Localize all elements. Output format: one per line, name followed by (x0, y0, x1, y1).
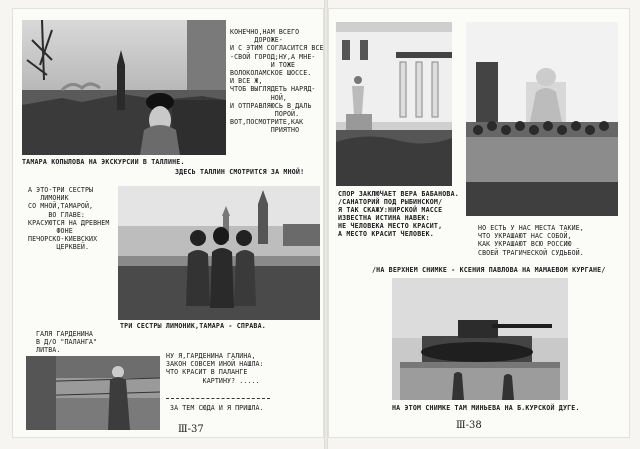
photo-tallinn (22, 20, 226, 155)
page-number-right: Ⅲ-38 (456, 420, 482, 431)
galya-end: ЗА ТЕМ СЮДА И Я ПРИШЛА. (170, 404, 264, 412)
poem-top: КОНЕЧНО,НАМ ВСЕГО ДОРОЖЕ- И С ЭТИМ СОГЛАСИТСЯ ВСЕ -СВОЙ ГОРОД;НУ,А МНЕ- И ТОЖЕ ВОЛОКОЛАМСКОЕ ШОССЕ. И ВСЕ Ж, ЧТОБ ВЫГЛЯДЕТЬ НАРЯД- НОЙ, И ОТПРАВЛЯЮСЬ В ДАЛЬ ПОРОЙ. ВОТ,ПОСМОТРИТЕ,КАК ПРИЯТНО (230, 28, 324, 135)
photo-galya (26, 356, 160, 430)
galya-poem: НУ Я,ГАРДЕНИНА ГАЛИНА, ЗАКОН СОВСЕМ ИНОЙ НАШЛА: ЧТО КРАСИТ В ПАЛАНГЕ КАРТИНУ? ..... (166, 352, 264, 385)
sisters-text: А ЭТО-ТРИ СЕСТРЫ ЛИМОНИК СО МНОЙ,ТАМАРОЙ, ВО ГЛАВЕ: КРАСУЮТСЯ НА ДРЕВНЕМ ФОНЕ ПЕЧОРСКО-КИЕВСКИХ ЦЕРКВЕЙ. (28, 186, 110, 252)
page-number-left: Ⅲ-37 (178, 424, 204, 435)
photo-three-sisters (118, 186, 320, 320)
page-fold (324, 0, 328, 449)
group-text: НО ЕСТЬ У НАС МЕСТА ТАКИЕ, ЧТО УКРАШАЮТ НАС СОБОЙ, КАК УКРАШАЮТ ВСЮ РОССИЮ СВОЕЙ ТРАГИЧЕСКОЙ СУДЬБОЙ. (478, 224, 584, 257)
caption-tank: НА ЭТОМ СНИМКЕ ТАМ МИНЬЕВА НА Б.КУРСКОЙ ДУГЕ. (392, 404, 580, 412)
caption-mamaev: /НА ВЕРХНЕМ СНИМКЕ - КСЕНИЯ ПАВЛОВА НА МАМАЕВОМ КУРГАНЕ/ (372, 266, 606, 274)
photo-mamaev-group (466, 22, 618, 216)
caption-tallinn-2: ЗДЕСЬ ТАЛЛИН СМОТРИТСЯ ЗА МНОЙ! (175, 168, 305, 176)
photo-tank (392, 278, 568, 400)
caption-tallinn: ТАМАРА КОПЫЛОВА НА ЭКСКУРСИИ В ТАЛЛИНЕ. (22, 158, 185, 166)
photo-sanatorium (336, 22, 452, 186)
galya-divider (166, 398, 270, 399)
galya-caption: ГАЛЯ ГАРДЕНИНА В Д/О "ПАЛАНГА" ЛИТВА. (36, 330, 98, 355)
caption-sisters: ТРИ СЕСТРЫ ЛИМОНИК,ТАМАРА - СПРАВА. (120, 322, 266, 330)
caption-sanatorium: СПОР ЗАКЛЮЧАЕТ ВЕРА БАБАНОВА. /САНАТОРИЙ ПОД РЫБИНСКОМ/ Я ТАК СКАЖУ:НИРСКОЙ МАССЕ ИЗВЕСТНА ИСТИНА НАВЕК: НЕ ЧЕЛОВЕКА МЕСТО КРАСИТ, А МЕСТО КРАСИТ ЧЕЛОВЕК. (338, 190, 459, 238)
